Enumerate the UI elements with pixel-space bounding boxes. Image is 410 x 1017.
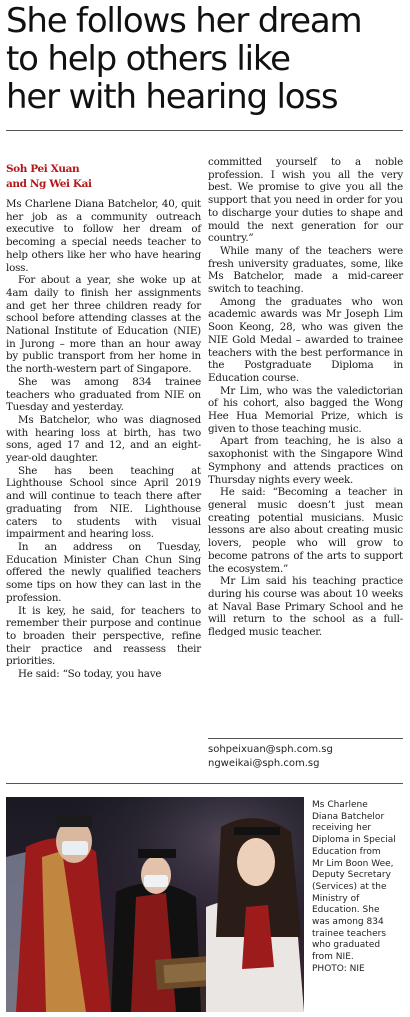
- caption-line: who graduated: [312, 940, 381, 951]
- paragraph: committed yourself to a noble profession. I wish you all the very best. We promise to give you all the support that you need in order for you to discharge your duties to shape and mould the next generation for our country.”: [208, 156, 403, 245]
- caption-line: Diana Batchelor: [312, 811, 385, 822]
- headline-line: She follows her dream: [6, 1, 362, 41]
- paragraph: Apart from teaching, he is also a saxophonist with the Singapore Wind Symphony and attends practices on Thursday nights every week.: [208, 435, 403, 486]
- headline-line: to help others like: [6, 39, 290, 79]
- caption-line: Ministry of: [312, 893, 360, 904]
- paragraph: While many of the teachers were fresh university graduates, some, like Ms Batchelor, made a mid-career switch to teaching.: [208, 244, 403, 296]
- byline-line: Soh Pei Xuan: [6, 163, 80, 175]
- divider: [208, 738, 403, 739]
- caption-line: Education. She: [312, 905, 380, 916]
- right-column: [208, 156, 403, 639]
- photo-credit: PHOTO: NIE: [312, 963, 365, 974]
- paragraph: Ms Charlene Diana Batchelor, 40, quit her job as a community outreach executive to follow her dream of becoming a special needs teacher to help others like her who have hearing loss.: [6, 198, 201, 274]
- graduation-photo-illustration: [6, 797, 304, 1012]
- caption-line: trainee teachers: [312, 928, 387, 939]
- byline: [6, 162, 92, 192]
- caption-line: (Services) at the: [312, 881, 387, 892]
- caption-line: Education from: [312, 846, 381, 857]
- email-link[interactable]: ngweikai@sph.com.sg: [208, 758, 320, 769]
- caption-line: from NIE.: [312, 952, 354, 963]
- caption-line: Mr Lim Boon Wee,: [312, 858, 394, 869]
- caption-line: Diploma in Special: [312, 835, 396, 846]
- caption-line: was among 834: [312, 917, 384, 928]
- graduation-photo: [6, 797, 304, 1012]
- paragraph: Mr Lim said his teaching practice during his course was about 10 weeks at Naval Base Primary School and he will return to the school as a full-fledged music teacher.: [208, 575, 403, 639]
- paragraph: He said: “So today, you have: [18, 668, 162, 681]
- paragraph: Among the graduates who won academic awards was Mr Joseph Lim Soon Keong, 28, who was given the NIE Gold Medal – awarded to trainee teachers with the best performance in the Postgraduate Diploma in Education course.: [208, 295, 403, 384]
- paragraph: She has been teaching at Lighthouse School since April 2019 and will continue to teach there after graduating from NIE. Lighthouse caters to students with visual impairment and hearing loss.: [6, 464, 201, 541]
- paragraph: For about a year, she woke up at 4am daily to finish her assignments and get her three children ready for school before attending classes at the National Institute of Education (NIE) in Jurong – more than an hour away by public transport from her home in the north-western part of Singapore.: [6, 274, 201, 376]
- caption-line: Ms Charlene: [312, 800, 368, 810]
- paragraph: In an address on Tuesday, Education Minister Chan Chun Sing offered the newly qualified teachers some tips on how they can last in the profession.: [6, 540, 201, 604]
- paragraph: He said: “Becoming a teacher in general music doesn’t just mean creating potential musicians. Music lessons are also about creating music lovers, people who will grow to become patrons of the arts to support the ecosystem.”: [208, 486, 403, 575]
- paragraph: Mr Lim, who was the valedictorian of his cohort, also bagged the Wong Hee Hua Memorial Prize, which is given to those teaching music.: [208, 384, 403, 435]
- byline-line: and Ng Wei Kai: [6, 178, 92, 190]
- paragraph: Ms Batchelor, who was diagnosed with hearing loss at birth, has two sons, aged 17 and 12, and an eight-year-old daughter.: [6, 413, 201, 465]
- caption-line: receiving her: [312, 823, 372, 834]
- email-link[interactable]: sohpeixuan@sph.com.sg: [208, 744, 333, 755]
- photo-caption: [312, 800, 407, 976]
- headline-line: her with hearing loss: [6, 77, 338, 117]
- headline: [6, 2, 406, 116]
- divider: [6, 783, 403, 784]
- paragraph: She was among 834 trainee teachers who graduated from NIE on Tuesday and yesterday.: [6, 375, 201, 414]
- left-column: [6, 198, 201, 681]
- divider: [6, 130, 403, 131]
- contact-emails: [208, 743, 333, 771]
- paragraph: It is key, he said, for teachers to remember their purpose and continue to broaden their perspective, refine their practice and reassess their priorities.: [6, 604, 201, 668]
- caption-line: Deputy Secretary: [312, 870, 391, 881]
